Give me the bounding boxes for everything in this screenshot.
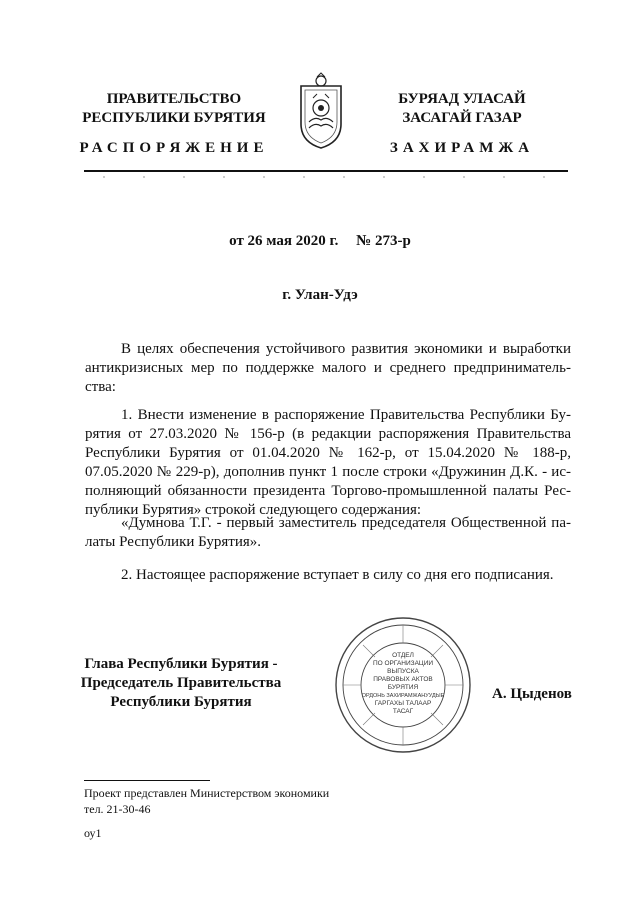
document-number: № 273-р bbox=[356, 233, 411, 249]
stamp-line5: БУРЯТИЯ bbox=[387, 684, 419, 691]
stamp-line8: ТАСАГ bbox=[392, 708, 414, 715]
item-1-quote: «Думнова Т.Г. - первый заместитель председателя Общественной па-латы Республики Бурятия». bbox=[85, 515, 571, 550]
header-left-line1: ПРАВИТЕЛЬСТВО bbox=[106, 91, 242, 107]
item-2-paragraph: 2. Настоящее распоряжение вступает в силу со дня его подписания. bbox=[121, 567, 554, 583]
stamp-line4: ПРАВОВЫХ АКТОВ bbox=[373, 676, 433, 683]
item-1-paragraph: 1. Внести изменение в распоряжение Правительства Республики Бу-рятия от 27.03.2020 № 156-р (в редакции распоряжения Правительства Республики Бурятия от 01.04.2020 № 162-р, от 15.04.2020 № 188-р, 07.05.2020 № 229-р), дополнив пункт 1 после строки «Дружинин Д.К. - ис-полняющий обязанности президента Торгово-промышленной палаты Рес-публики Бурятия» строкой следующего содержания: bbox=[85, 407, 571, 518]
signatory-title-line3: Республики Бурятия bbox=[110, 694, 252, 710]
stamp-line6: ОРДОНЬ ЗАХИРАМЖАНУУДЫЕ bbox=[361, 693, 445, 699]
doc-type-left: РАСПОРЯЖЕНИЕ bbox=[79, 140, 269, 156]
footnote-phone: тел. 21-30-46 bbox=[84, 802, 151, 816]
footnote-divider bbox=[84, 780, 210, 781]
date-number-line bbox=[0, 233, 640, 250]
dotted-guide bbox=[84, 174, 568, 180]
signatory-title-line1: Глава Республики Бурятия - bbox=[84, 656, 278, 672]
official-stamp-icon bbox=[333, 615, 473, 755]
stamp-line3: ВЫПУСКА bbox=[387, 668, 419, 675]
header-right bbox=[342, 90, 582, 128]
signatory-name: А. Цыденов bbox=[492, 686, 572, 702]
footnote-prepared-by: Проект представлен Министерством экономики bbox=[84, 786, 330, 800]
coat-of-arms-icon bbox=[297, 72, 345, 150]
stamp-line1: ОТДЕЛ bbox=[392, 652, 414, 659]
header-right-line2: ЗАСАГАЙ ГАЗАР bbox=[402, 110, 522, 126]
doc-type-right: ЗАХИРАМЖА bbox=[389, 140, 535, 156]
document-date: от 26 мая 2020 г. bbox=[229, 233, 339, 249]
stamp-line7: ГАРГАХЫ ТАЛААР bbox=[374, 700, 432, 707]
header-left bbox=[54, 90, 294, 128]
signatory-title bbox=[66, 655, 296, 712]
header-divider bbox=[84, 170, 568, 172]
header-right-line1: БУРЯАД УЛАСАЙ bbox=[398, 91, 526, 107]
footnote-code: оу1 bbox=[84, 826, 102, 840]
header-left-line2: РЕСПУБЛИКИ БУРЯТИЯ bbox=[82, 110, 266, 126]
document-city: г. Улан-Удэ bbox=[282, 287, 358, 303]
signatory-title-line2: Председатель Правительства bbox=[80, 675, 282, 691]
stamp-line2: ПО ОРГАНИЗАЦИИ bbox=[372, 660, 434, 667]
preamble-paragraph: В целях обеспечения устойчивого развития экономики и выработки антикризисных мер по поддержке малого и среднего предприниматель-ства: bbox=[85, 341, 571, 395]
